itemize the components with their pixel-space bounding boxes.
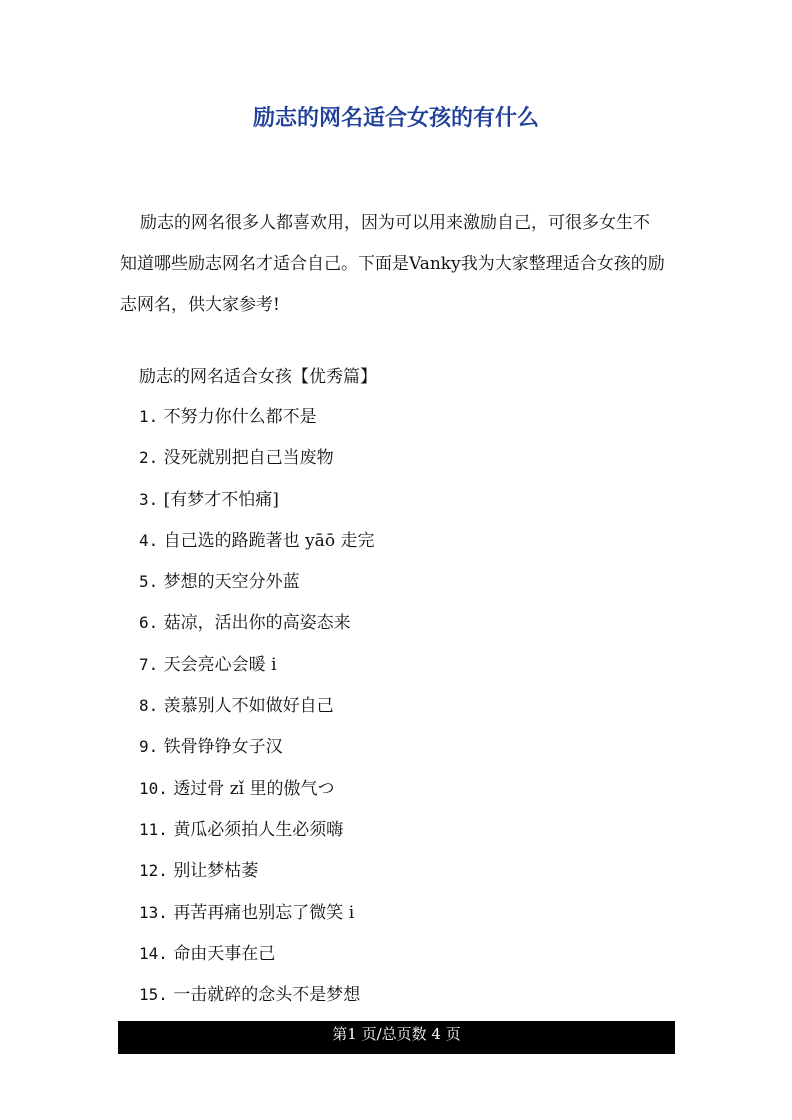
section-heading: 励志的网名适合女孩【优秀篇】 xyxy=(139,367,377,387)
list-item-text: 自己选的路跪著也 yāō 走完 xyxy=(163,530,375,551)
list-item xyxy=(139,691,374,732)
list-item xyxy=(139,485,374,526)
list-item-text: 羡慕别人不如做好自己 xyxy=(163,696,334,717)
list-item-text: 透过骨 zǐ 里的傲气つ xyxy=(173,778,335,799)
list-item-text: 黄瓜必须拍人生必须嗨 xyxy=(173,819,344,840)
list-item xyxy=(139,815,374,856)
list-item-number: 3. xyxy=(139,489,159,509)
list-item-number: 9. xyxy=(139,737,159,757)
list-item-text: 天会亮心会暖 i xyxy=(163,654,277,675)
list-item xyxy=(139,567,374,608)
list-item-number: 15. xyxy=(139,985,168,1005)
list-item xyxy=(139,732,374,773)
list-item xyxy=(139,526,374,567)
list-item-text: 铁骨铮铮女子汉 xyxy=(163,737,283,758)
list-item-number: 1. xyxy=(139,407,159,426)
list-item-number: 8. xyxy=(139,696,159,716)
list-item-number: 13. xyxy=(139,902,168,922)
list-item-number: 4. xyxy=(139,530,159,550)
list-item xyxy=(139,898,374,939)
list-item-number: 7. xyxy=(139,654,159,674)
page-footer: 第1 页/总页数 4 页 xyxy=(118,1021,675,1054)
list-item-number: 5. xyxy=(139,572,159,592)
list-item xyxy=(139,774,374,815)
list-item-number: 10. xyxy=(139,778,168,798)
intro-paragraph: 励志的网名很多人都喜欢用，因为可以用来激励自己，可很多女生不知道哪些励志网名才适合自己。下面是Vanky我为大家整理适合女孩的励志网名，供大家参考! xyxy=(120,213,665,315)
list-item-text: 不努力你什么都不是 xyxy=(163,407,317,427)
list-item-text: 梦想的天空分外蓝 xyxy=(163,572,300,593)
list-item-number: 12. xyxy=(139,861,168,881)
list-item-text: 一击就碎的念头不是梦想 xyxy=(173,985,361,1006)
list-item-number: 2. xyxy=(139,448,159,468)
list-item-text: [有梦才不怕痛] xyxy=(163,489,279,510)
document-title: 励志的网名适合女孩的有什么 xyxy=(252,105,539,131)
name-list xyxy=(139,402,374,1021)
list-item xyxy=(139,443,374,484)
list-item-text: 菇凉，活出你的高姿态来 xyxy=(163,613,351,634)
list-item xyxy=(139,856,374,897)
list-item-number: 14. xyxy=(139,943,168,963)
list-item-text: 别让梦枯萎 xyxy=(173,861,259,882)
list-item xyxy=(139,608,374,649)
list-item-text: 没死就别把自己当废物 xyxy=(163,448,334,469)
list-item-text: 再苦再痛也别忘了微笑 i xyxy=(173,902,355,923)
list-item xyxy=(139,402,374,443)
list-item xyxy=(139,980,374,1021)
list-item xyxy=(139,939,374,980)
list-item-text: 命由天事在己 xyxy=(173,943,276,964)
list-item xyxy=(139,650,374,691)
list-item-number: 6. xyxy=(139,613,159,633)
list-item-number: 11. xyxy=(139,819,168,839)
